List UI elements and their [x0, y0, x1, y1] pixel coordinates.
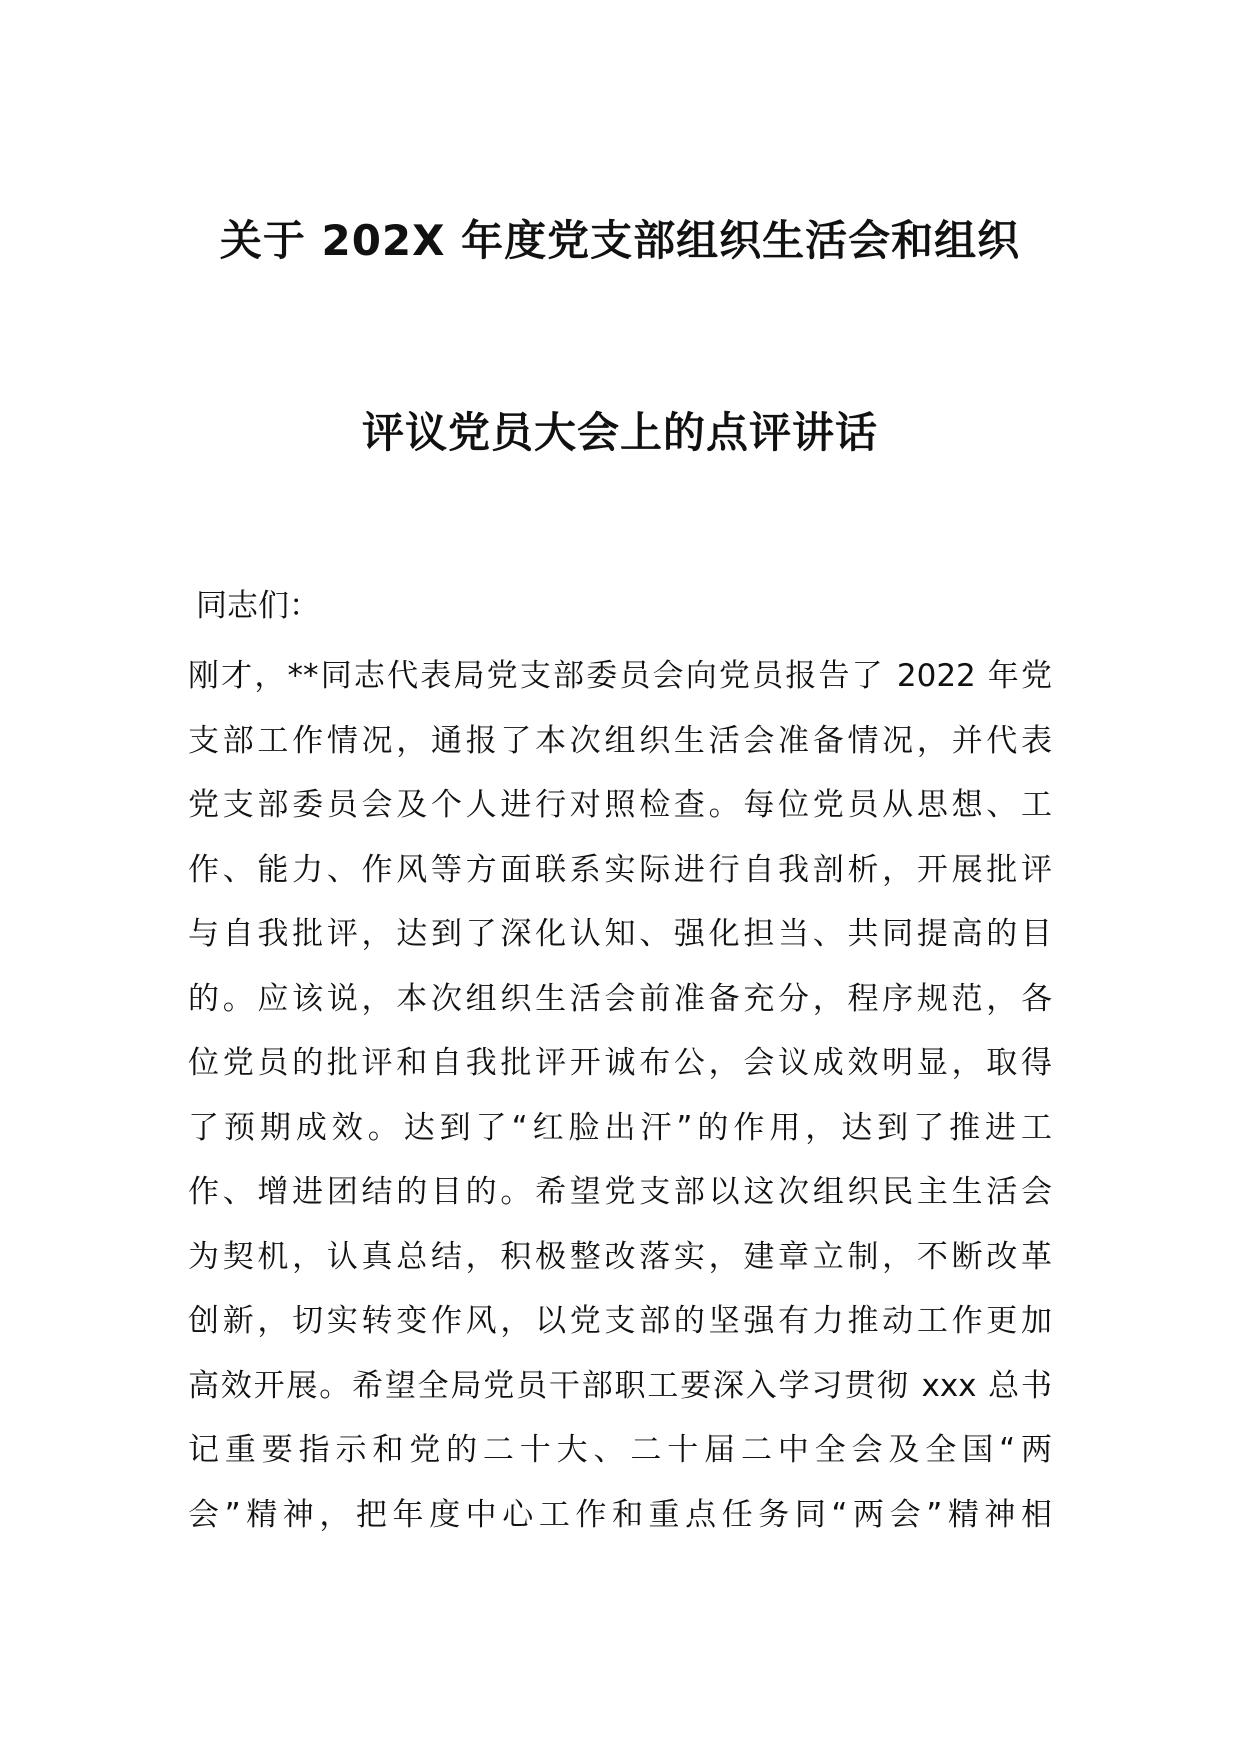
body-line: 创新，切实转变作风，以党支部的坚强有力推动工作更加 — [188, 1303, 1052, 1339]
body-line: 作、增进团结的目的。希望党支部以这次组织民主生活会 — [188, 1174, 1052, 1210]
salutation: 同志们： — [196, 588, 320, 624]
body-line: 了预期成效。达到了“红脸出汗”的作用，达到了推进工 — [188, 1109, 1052, 1146]
body-line: 为契机，认真总结，积极整改落实，建章立制，不断改革 — [188, 1238, 1052, 1275]
body-line: 作、能力、作风等方面联系实际进行自我剖析，开展批评 — [188, 851, 1052, 888]
body-line: 记重要指示和党的二十大、二十届二中全会及全国“两 — [188, 1432, 1052, 1468]
document-title-line-2: 评议党员大会上的点评讲话 — [361, 408, 878, 457]
body-line: 的。应该说，本次组织生活会前准备充分，程序规范，各 — [188, 980, 1052, 1017]
document-title-line-1: 关于 202X 年度党支部组织生活会和组织 — [219, 216, 1021, 265]
body-line: 高效开展。希望全局党员干部职工要深入学习贯彻 xxx 总书 — [188, 1367, 1052, 1404]
body-paragraph — [188, 644, 1052, 1547]
body-line: 支部工作情况，通报了本次组织生活会准备情况，并代表 — [188, 722, 1052, 759]
body-line: 位党员的批评和自我批评开诚布公，会议成效明显，取得 — [188, 1045, 1052, 1081]
body-line: 刚才，**同志代表局党支部委员会向党员报告了 2022 年党 — [188, 658, 1052, 694]
body-line: 会”精神，把年度中心工作和重点任务同“两会”精神相 — [188, 1496, 1052, 1533]
body-line: 党支部委员会及个人进行对照检查。每位党员从思想、工 — [188, 787, 1052, 823]
body-line: 与自我批评，达到了深化认知、强化担当、共同提高的目 — [188, 916, 1052, 952]
